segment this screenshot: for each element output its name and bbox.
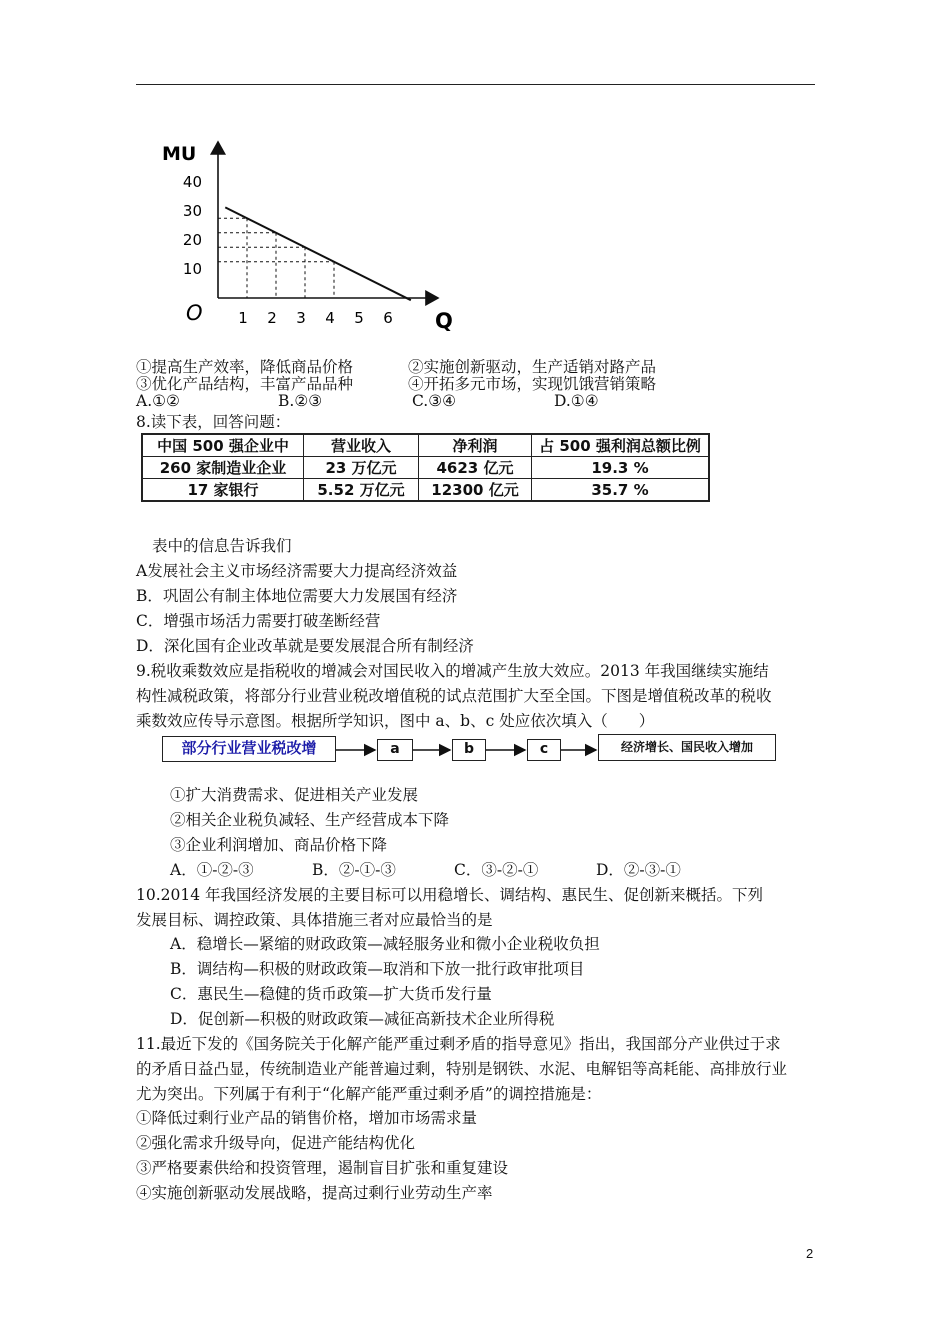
q11-option-3: ③严格要素供给和投资管理，遏制盲目扩张和重复建设	[136, 1159, 509, 1177]
q8-lead: 表中的信息告诉我们	[152, 537, 292, 555]
q10-stem-line-1: 10.2014 年我国经济发展的主要目标可以用稳增长、调结构、惠民生、促创新来概括。下列	[136, 886, 764, 904]
table-cell: 19.3 %	[532, 457, 710, 479]
table-header-cell: 占 500 强利润总额比例	[532, 434, 710, 457]
q9-stem-line-1: 9.税收乘数效应是指税收的增减会对国民收入的增减产生放大效应。2013 年我国继续实施结	[136, 662, 769, 680]
q7-option-3: ③优化产品结构，丰富产品品种	[136, 375, 354, 393]
y-tick-label: 10	[182, 260, 202, 278]
q9-choice-d: D．②-③-①	[596, 861, 681, 879]
q8-choice-a: A发展社会主义市场经济需要大力提高经济效益	[136, 562, 458, 580]
x-tick-label: 6	[383, 309, 393, 327]
x-tick-label: 5	[354, 309, 364, 327]
table-cell: 23 万亿元	[304, 457, 419, 479]
x-tick-label: 1	[238, 309, 248, 327]
y-axis-label: MU	[162, 143, 197, 165]
q9-stem-line-3: 乘数效应传导示意图。根据所学知识，图中 a、b、c 处应依次填入（ ）	[136, 712, 655, 730]
q7-choice-a: A.①②	[136, 392, 180, 410]
page-number: 2	[806, 1246, 814, 1261]
q10-choice-d: D．促创新—积极的财政政策—减征高新技术企业所得税	[170, 1010, 555, 1028]
q9-stem-line-2: 构性减税政策，将部分行业营业税改增值税的试点范围扩大至全国。下图是增值税改革的税收	[136, 687, 772, 705]
q8-choice-d: D．深化国有企业改革就是要发展混合所有制经济	[136, 637, 474, 655]
flow-box-c: c	[527, 739, 561, 761]
q11-option-2: ②强化需求升级导向，促进产能结构优化	[136, 1134, 416, 1152]
table-header-cell: 净利润	[419, 434, 532, 457]
q7-option-1: ①提高生产效率，降低商品价格	[136, 358, 354, 376]
q11-option-4: ④实施创新驱动发展战略，提高过剩行业劳动生产率	[136, 1184, 493, 1202]
q7-choice-d: D.①④	[554, 392, 599, 410]
q9-choice-b: B．②-①-③	[312, 861, 396, 879]
q7-option-4: ④开拓多元市场，实现饥饿营销策略	[408, 375, 657, 393]
q10-stem-line-2: 发展目标、调控政策、具体措施三者对应最恰当的是	[136, 911, 493, 929]
q8-choice-b: B．巩固公有制主体地位需要大力发展国有经济	[136, 587, 458, 605]
flow-start-box: 部分行业营业税改增	[162, 736, 336, 762]
x-tick-label: 2	[267, 309, 277, 327]
q9-choice-a: A．①-②-③	[170, 861, 254, 879]
flow-end-box: 经济增长、国民收入增加	[598, 734, 776, 761]
origin-label: O	[186, 301, 203, 325]
q7-option-2: ②实施创新驱动，生产适销对路产品	[408, 358, 657, 376]
q8-stem: 8.读下表，回答问题：	[136, 413, 291, 431]
table-cell: 260 家制造业企业	[142, 457, 304, 479]
table-header-cell: 中国 500 强企业中	[142, 434, 304, 457]
q10-choice-c: C．惠民生—稳健的货币政策—扩大货币发行量	[170, 985, 492, 1003]
q9-option-1: ①扩大消费需求、促进相关产业发展	[170, 786, 419, 804]
flow-box-b: b	[452, 739, 486, 761]
table-cell: 4623 亿元	[419, 457, 532, 479]
x-axis-label: Q	[435, 309, 453, 333]
table-header-cell: 营业收入	[304, 434, 419, 457]
y-tick-label: 40	[182, 173, 202, 191]
x-tick-label: 4	[325, 309, 335, 327]
table-cell: 12300 亿元	[419, 479, 532, 502]
table-cell: 5.52 万亿元	[304, 479, 419, 502]
q11-stem-line-2: 的矛盾日益凸显，传统制造业产能普遍过剩，特别是钢铁、水泥、电解铝等高耗能、高排放行业	[136, 1060, 788, 1078]
table-cell: 17 家银行	[142, 479, 304, 502]
q11-option-1: ①降低过剩行业产品的销售价格，增加市场需求量	[136, 1109, 478, 1127]
x-tick-label: 3	[296, 309, 306, 327]
y-tick-label: 30	[182, 202, 202, 220]
q8-choice-c: C．增强市场活力需要打破垄断经营	[136, 612, 381, 630]
q7-choice-b: B.②③	[278, 392, 323, 410]
q7-choice-c: C.③④	[412, 392, 457, 410]
q9-option-3: ③企业利润增加、商品价格下降	[170, 836, 388, 854]
flow-box-a: a	[377, 739, 413, 761]
q10-choice-b: B．调结构—积极的财政政策—取消和下放一批行政审批项目	[170, 960, 585, 978]
q11-stem-line-1: 11.最近下发的《国务院关于化解产能严重过剩矛盾的指导意见》指出，我国部分产业供过于求	[136, 1035, 781, 1053]
y-tick-label: 20	[182, 231, 202, 249]
q9-choice-c: C．③-②-①	[454, 861, 539, 879]
q10-choice-a: A．稳增长—紧缩的财政政策—减轻服务业和微小企业税收负担	[170, 935, 600, 953]
table-cell: 35.7 %	[532, 479, 710, 502]
q11-stem-line-3: 尤为突出。下列属于有利于“化解产能严重过剩矛盾”的调控措施是：	[136, 1085, 602, 1103]
q9-option-2: ②相关企业税负减轻、生产经营成本下降	[170, 811, 450, 829]
